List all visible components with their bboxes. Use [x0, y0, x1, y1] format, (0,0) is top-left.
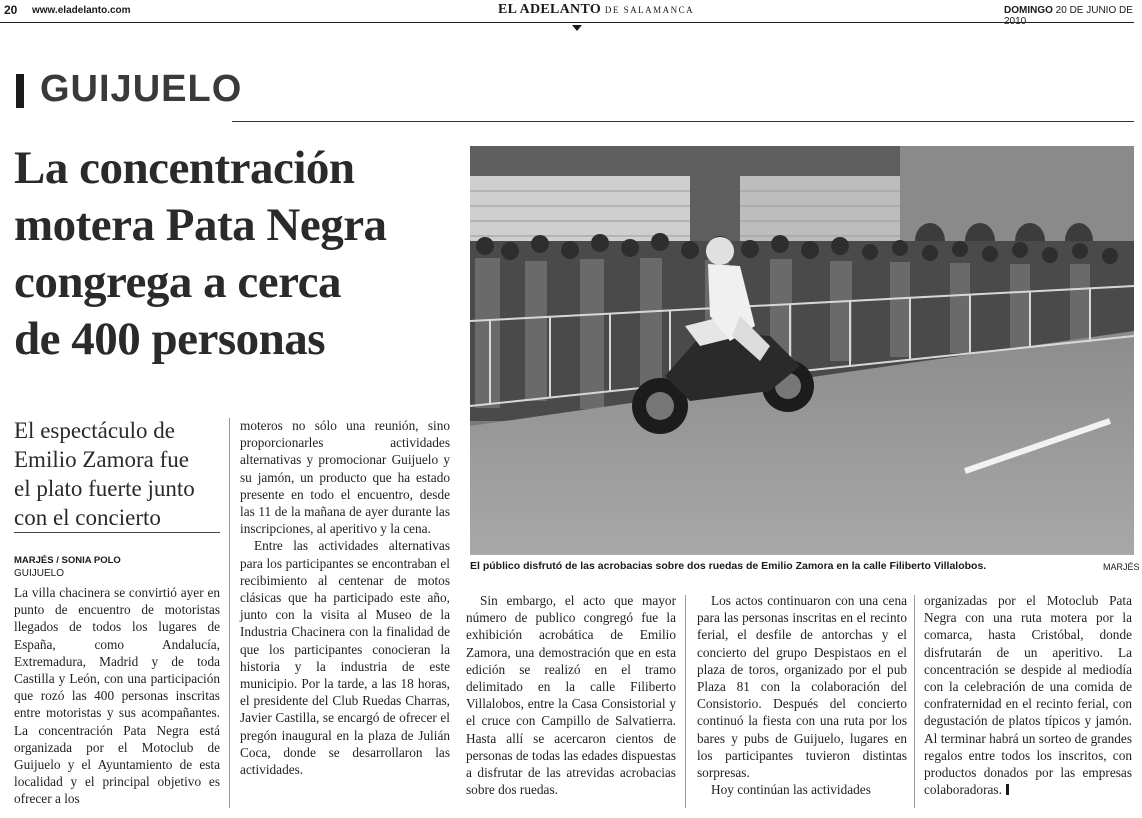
section-rule [232, 121, 1134, 122]
website-link[interactable]: www.eladelanto.com [32, 5, 131, 16]
paragraph: moteros no sólo una reunión, sino proporcionarles actividades alternativas y promocionar Guijuelo y su jamón, un producto que ha estado presente en todo el encuentro, desde las 11 de la mañana de ayer durante las inscripciones, al aperitivo y la cena. [240, 418, 450, 537]
subhead-line: el plato fuerte junto [14, 475, 195, 501]
body-column-4 [697, 592, 907, 798]
masthead [498, 2, 694, 18]
page-number: 20 [4, 3, 18, 17]
news-photo [470, 146, 1134, 555]
subhead-line: El espectáculo de [14, 418, 175, 443]
column-divider [229, 418, 230, 808]
subheadline [14, 417, 224, 533]
paragraph: Entre las actividades alternativas para los participantes se encontraban el recibimiento al centenar de motos clásicas que ha participado este año, junto con la visita al Museo de la Industria Chacinera con la finalidad de que los participantes conocieran la historia y la industria de este municipio. Por la tarde, a las 18 horas, el presidente del Club Ruedas Charras, Javier Castilla, se encargó de ofrecer el pregón inaugural en la plaza de Julián Coca, donde se desarrollaron las actividades. [240, 538, 450, 778]
photo-caption: El público disfrutó de las acrobacias sobre dos ruedas de Emilio Zamora en la calle Filiberto Villalobos. [470, 560, 987, 572]
issue-date [1004, 5, 1142, 27]
dateline-place: GUIJUELO [14, 568, 65, 579]
body-column-1 [14, 584, 220, 808]
headline-line: motera Pata Negra [14, 199, 387, 252]
subhead-line: con el concierto [14, 504, 161, 530]
body-column-2 [240, 417, 450, 778]
subhead-line: Emilio Zamora fue [14, 446, 189, 472]
subhead-rule [14, 532, 220, 533]
photo-motorcycle-stunt-image [470, 146, 1134, 555]
headline-line: de 400 personas [14, 313, 326, 366]
paragraph: Sin embargo, el acto que mayor número de publico congregó fue la exhibición acrobática de Emilio Zamora, una demostración que en esta edición se realizó en el tramo delimitado en la calle Filiberto Villalobos, entre la Casa Consistorial y el cruce con Campillo de Salvatierra. Hasta allí se acercaron cientos de personas de todas las edades dispuestas a disfrutar de las atrevidas acrobacias sobre dos ruedas. [466, 593, 676, 798]
paragraph: La villa chacinera se convirtió ayer en punto de encuentro de motoristas llegados de todos los lugares de España, como Andalucía, Extremadura, Madrid y de toda Castilla y León, con una participación que rozó las 400 personas inscritas entre motoristas y sus acompañantes. La concentración Pata Negra está organizada por el Motoclub de Guijuelo y el Ayuntamiento de esta localidad y el principal objetivo es ofrecer a los [14, 585, 220, 807]
paragraph-text: organizadas por el Motoclub Pata Negra con una ruta motera por la comarca, hasta Cristóbal, donde disfrutarán de un aperitivo. La concentración se despide al mediodía con la celebración de una comida de confraternidad en el recinto ferial, con degustación de platos típicos y jamón. Al terminar habrá un sorteo de grandes regalos entre todos los inscritos, con productos donados por las empresas colaboradoras. [924, 593, 1132, 798]
headline-line: La concentración [14, 142, 355, 194]
header-rule [0, 22, 1134, 23]
paragraph: Hoy continúan las actividades [711, 782, 871, 798]
headline [14, 140, 459, 368]
headline-line: congrega a cerca [14, 256, 341, 309]
issue-date-day: DOMINGO [1004, 5, 1053, 16]
paragraph: Los actos continuaron con una cena para las personas inscritas en el recinto ferial, el desfile de antorchas y el concierto del grupo Despistaos en el plaza de toros, organizado por el pub Plaza 81 con la colaboración del Consistorio. Después del concierto continuó la fiesta con una ruta por los bares y pubs de Guijuelo, lugares en los participantes tuvieron distintas sorpresas. [697, 593, 907, 781]
section-title: GUIJUELO [40, 68, 243, 110]
body-column-5 [924, 592, 1132, 798]
byline: MARJÉS / SONIA POLO [14, 555, 121, 566]
paragraph [924, 592, 1132, 798]
end-of-article-icon [1006, 784, 1009, 795]
column-divider [685, 595, 686, 808]
photo-credit: MARJÉS [1103, 562, 1140, 572]
section-bar [16, 74, 24, 108]
masthead-title: EL ADELANTO [498, 2, 602, 17]
masthead-triangle-icon [572, 25, 582, 31]
issue-date-rest: 20 DE JUNIO DE [1055, 5, 1133, 16]
column-divider [914, 595, 915, 808]
body-column-3 [466, 592, 676, 798]
masthead-suffix: DE SALAMANCA [604, 5, 695, 15]
